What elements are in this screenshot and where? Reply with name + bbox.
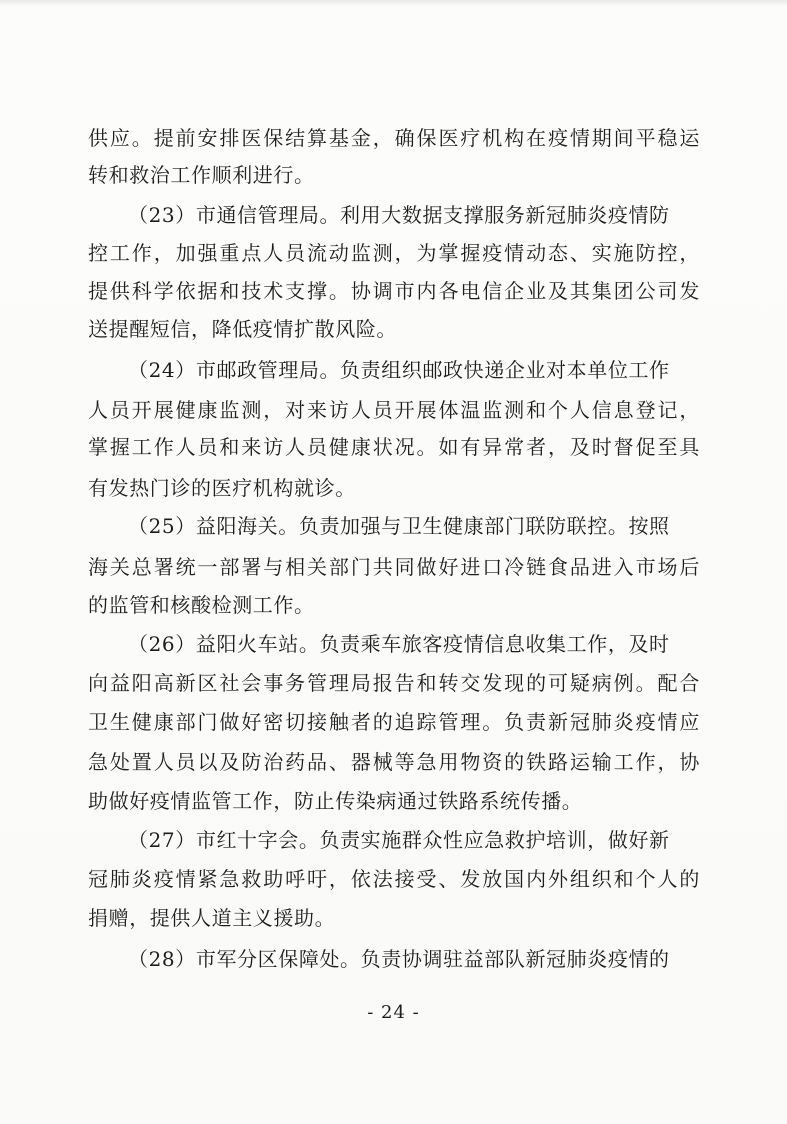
text-line: 助做好疫情监管工作，防止传染病通过铁路系统传播。 (88, 789, 583, 813)
text-line: 掌握工作人员和来访人员健康状况。如有异常者，及时督促至具 (88, 435, 700, 459)
text-line: 向益阳高新区社会事务管理局报告和转交发现的可疑病例。配合 (88, 671, 700, 695)
text-line: 送提醒短信，降低疫情扩散风险。 (88, 317, 397, 341)
text-line: 急处置人员以及防治药品、器械等急用物资的铁路运输工作，协 (88, 750, 700, 774)
scan-top-edge (0, 0, 787, 6)
text-line: 供应。提前安排医保结算基金，确保医疗机构在疫情期间平稳运 (88, 126, 700, 150)
section-28-heading-line: （28）市军分区保障处。负责协调驻益部队新冠肺炎疫情的 (128, 947, 670, 971)
text-line: 人员开展健康监测，对来访人员开展体温监测和个人信息登记， (88, 398, 700, 422)
text-line: 海关总署统一部署与相关部门共同做好进口冷链食品进入市场后 (88, 555, 700, 579)
text-line: 卫生健康部门做好密切接触者的追踪管理。负责新冠肺炎疫情应 (88, 710, 700, 734)
text-line: 转和救治工作顺利进行。 (88, 163, 315, 187)
text-line: 冠肺炎疫情紧急救助呼吁，依法接受、发放国内外组织和个人的 (88, 867, 700, 891)
text-line: 提供科学依据和技术支撑。协调市内各电信企业及其集团公司发 (88, 279, 700, 303)
section-24-heading-line: （24）市邮政管理局。负责组织邮政快递企业对本单位工作 (128, 358, 670, 382)
text-line: 有发热门诊的医疗机构就诊。 (88, 476, 356, 500)
section-26-heading-line: （26）益阳火车站。负责乘车旅客疫情信息收集工作，及时 (128, 632, 670, 656)
text-line: 捐赠，提供人道主义援助。 (88, 906, 336, 930)
text-line: 的监管和核酸检测工作。 (88, 593, 315, 617)
page-number: - 24 - (367, 1002, 420, 1023)
section-23-heading-line: （23）市通信管理局。利用大数据支撑服务新冠肺炎疫情防 (128, 203, 670, 227)
section-25-heading-line: （25）益阳海关。负责加强与卫生健康部门联防联控。按照 (128, 514, 670, 538)
section-27-heading-line: （27）市红十字会。负责实施群众性应急救护培训，做好新 (128, 828, 670, 852)
text-line: 控工作，加强重点人员流动监测，为掌握疫情动态、实施防控， (88, 241, 700, 265)
